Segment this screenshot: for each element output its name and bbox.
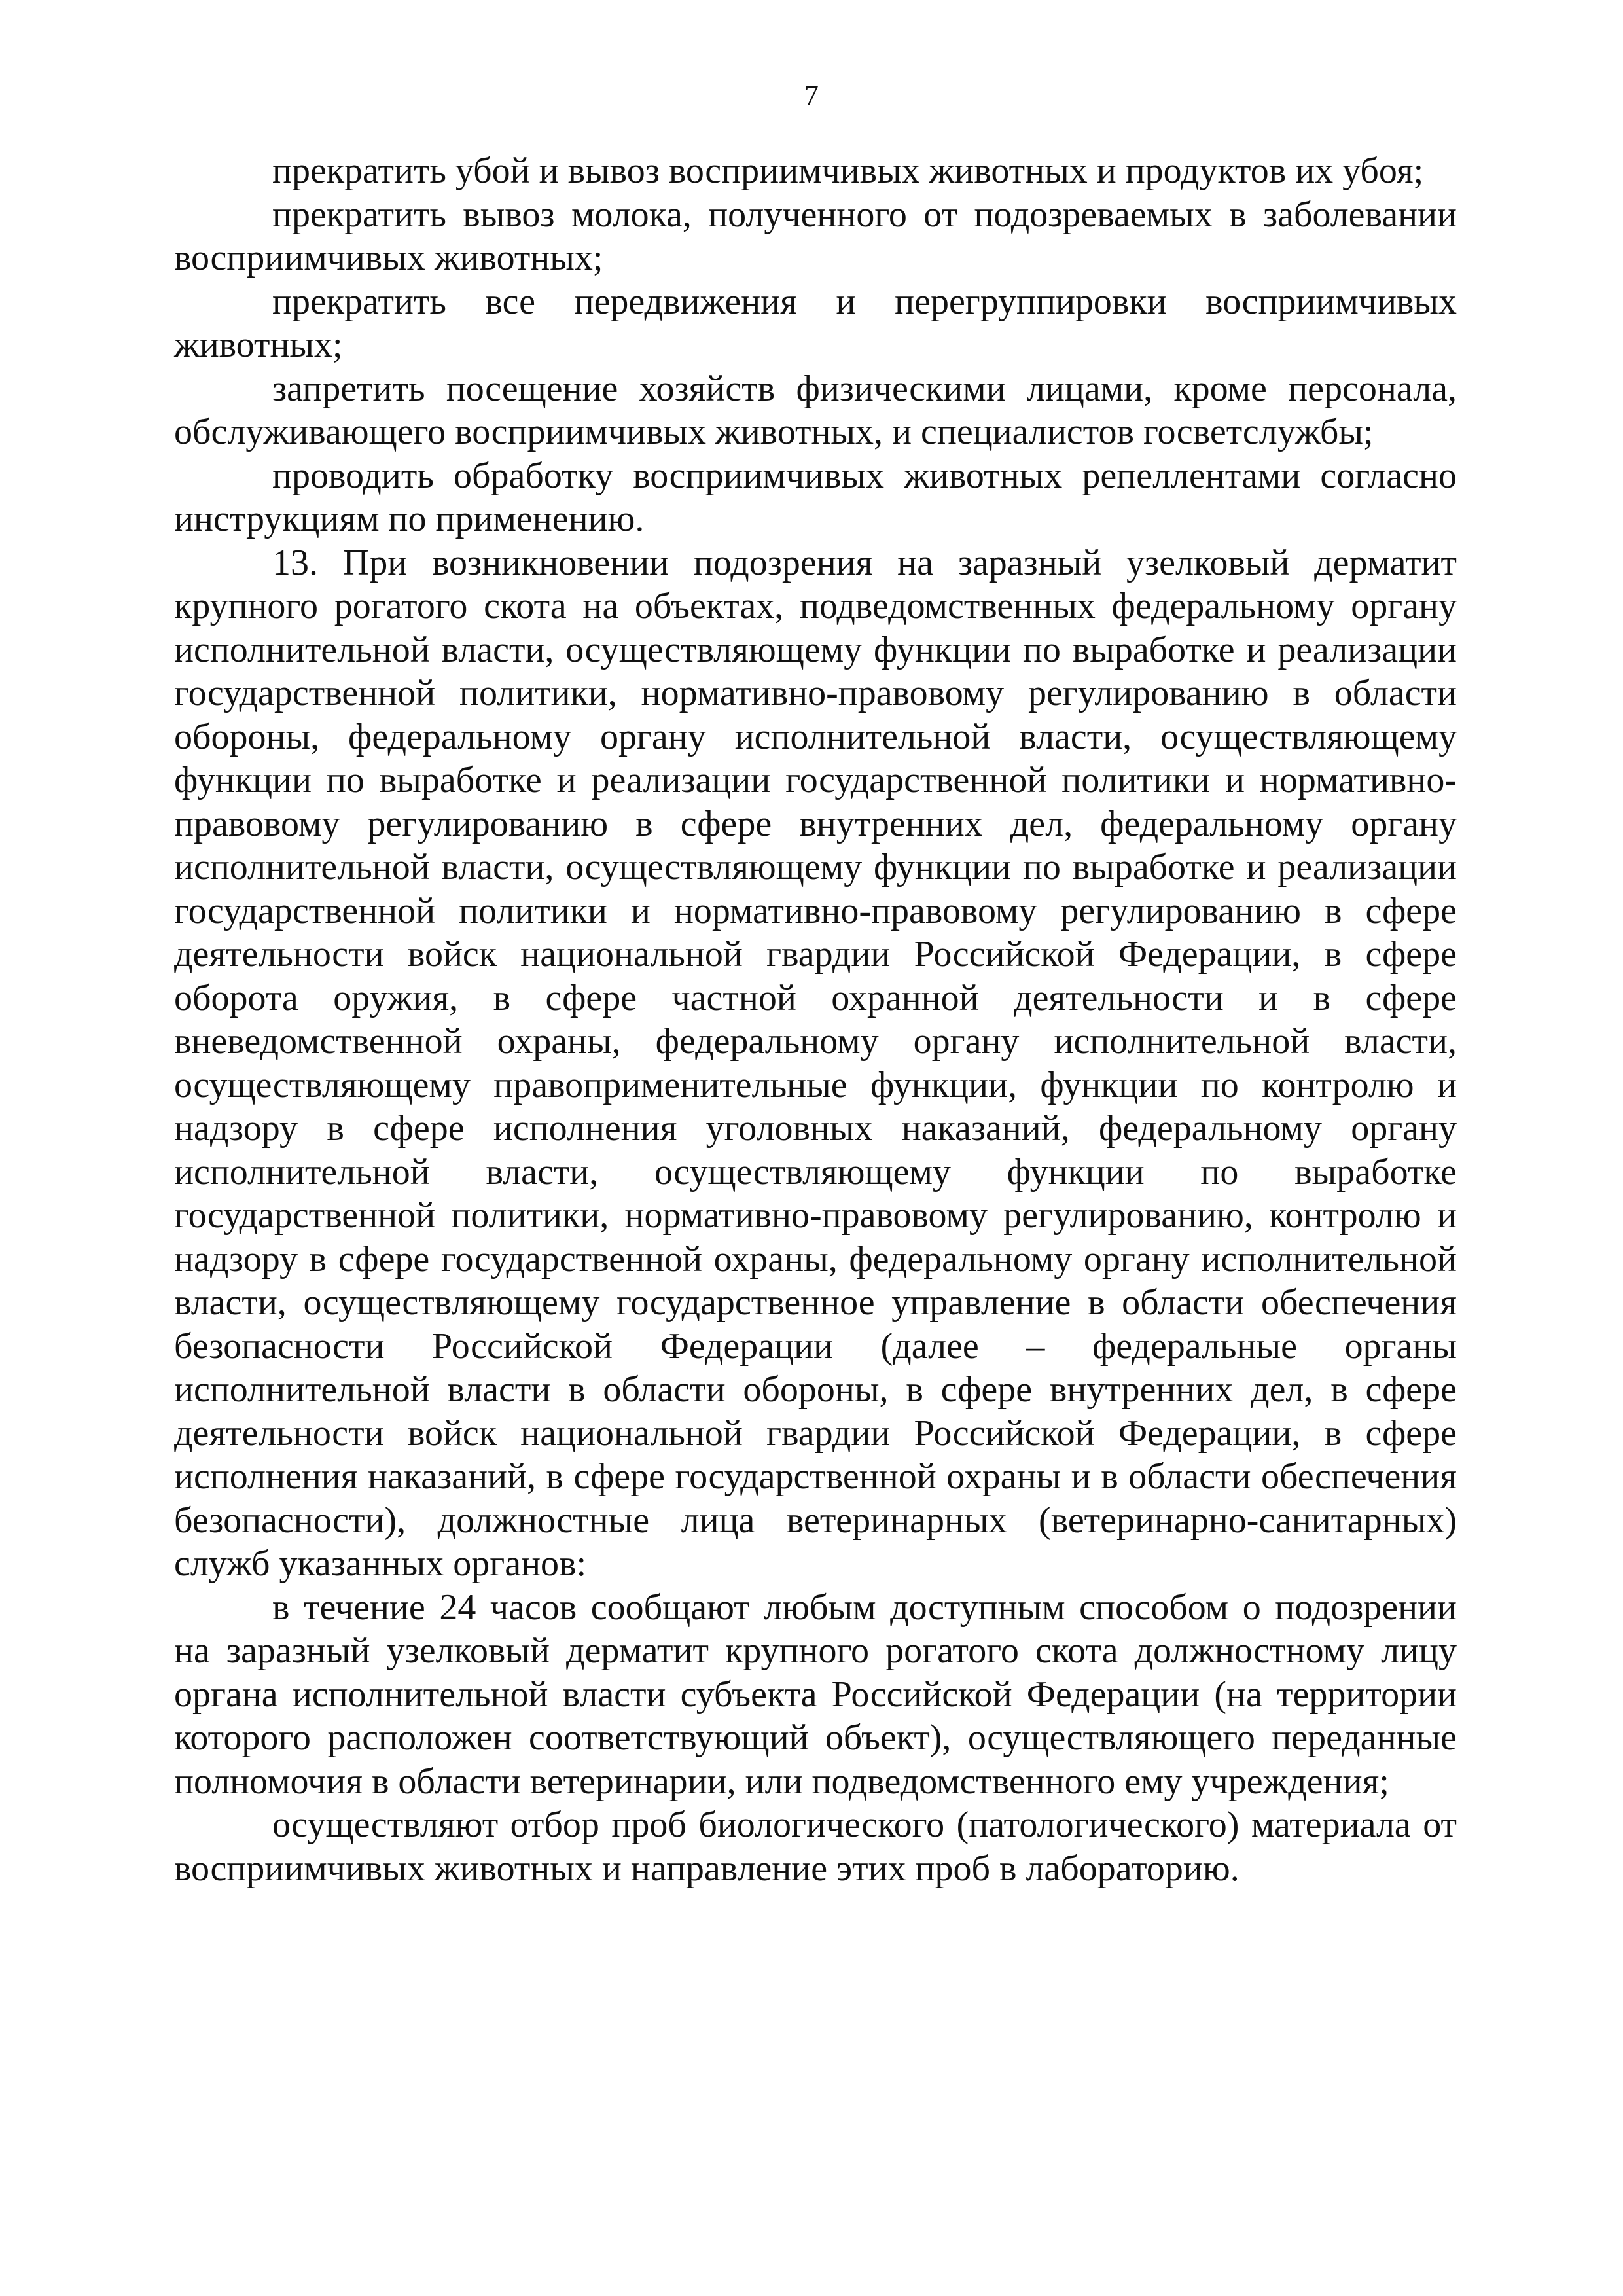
document-body [174, 149, 1457, 1890]
paragraph: прекратить вывоз молока, полученного от подозреваемых в заболевании восприимчивых животных; [174, 194, 1457, 278]
paragraph: осуществляют отбор проб биологического (патологического) материала от восприимчивых животных и направление этих проб в лабораторию. [174, 1804, 1457, 1889]
paragraph: прекратить убой и вывоз восприимчивых животных и продуктов их убоя; [272, 151, 1424, 191]
paragraph: в течение 24 часов сообщают любым доступным способом о подозрении на заразный узелковый дерматит крупного рогатого скота должностному лицу органа исполнительной власти субъекта Российской Федерации (на территории которого расположен соответствующий объект), осуществляющего переданные полномочия в области ветеринарии, или подведомственного ему учреждения; [174, 1587, 1457, 1802]
paragraph-section-13: 13. При возникновении подозрения на заразный узелковый дерматит крупного рогатого скота на объектах, подведомственных федеральному органу исполнительной власти, осуществляющему функции по выработке и реализации государственной политики, нормативно-правовому регулированию в области обороны, федеральному органу исполнительной власти, осуществляющему функции по выработке и реализации государственной политики и нормативно-правовому регулированию в сфере внутренних дел, федеральному органу исполнительной власти, осуществляющему функции по выработке и реализации государственной политики и нормативно-правовому регулированию в сфере деятельности войск национальной гвардии Российской Федерации, в сфере оборота оружия, в сфере частной охранной деятельности и в сфере вневедомственной охраны, федеральному органу исполнительной власти, осуществляющему правоприменительные функции, функции по контролю и надзору в сфере исполнения уголовных наказаний, федеральному органу исполнительной власти, осуществляющему функции по выработке государственной политики, нормативно-правовому регулированию, контролю и надзору в сфере государственной охраны, федеральному органу исполнительной власти, осуществляющему государственное управление в области обеспечения безопасности Российской Федерации (далее – федеральные органы исполнительной власти в области обороны, в сфере внутренних дел, в сфере деятельности войск национальной гвардии Российской Федерации, в сфере исполнения наказаний, в сфере государственной охраны и в области обеспечения безопасности), должностные лица ветеринарных (ветеринарно-санитарных) служб указанных органов: [174, 542, 1457, 1584]
paragraph: прекратить все передвижения и перегруппировки восприимчивых животных; [174, 281, 1457, 365]
paragraph: запретить посещение хозяйств физическими лицами, кроме персонала, обслуживающего восприимчивых животных, и специалистов госветслужбы; [174, 368, 1457, 452]
page-number: 7 [804, 79, 819, 111]
paragraph: проводить обработку восприимчивых животных репеллентами согласно инструкциям по применению. [174, 455, 1457, 539]
